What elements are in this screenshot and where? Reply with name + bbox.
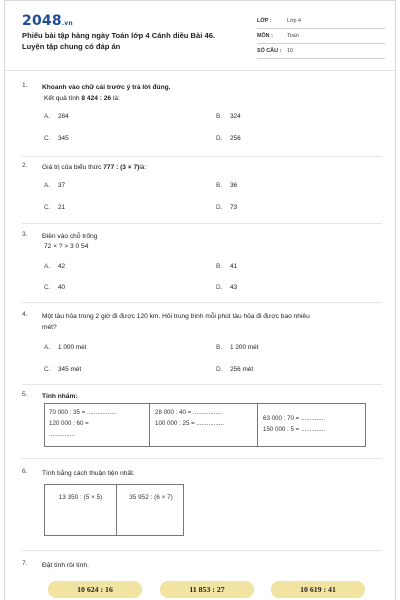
mental-math-cell[interactable]	[45, 404, 150, 446]
question-sub	[44, 94, 120, 104]
option-text: 1 200 mét	[230, 344, 259, 351]
question-number: 5.	[22, 391, 28, 398]
worksheet-header	[5, 1, 395, 71]
question-stem: Khoanh vào chữ cái trước ý trả lời đúng.	[42, 84, 171, 91]
cell-line: 70 000 : 35 = .................	[49, 409, 117, 416]
option-d[interactable]	[216, 135, 241, 142]
cell-line: 28 000 : 40 = .................	[155, 409, 223, 416]
question-3	[22, 231, 382, 301]
option-d[interactable]	[216, 284, 237, 291]
option-b[interactable]	[216, 182, 237, 189]
option-text: 41	[230, 263, 238, 270]
question-stem: Đặt tính rồi tính.	[42, 562, 89, 569]
cell-line: 150 000 : 5 = ..............	[263, 426, 326, 433]
option-c[interactable]	[44, 204, 65, 211]
option-text: 1 000 mét	[58, 344, 87, 351]
option-d[interactable]	[216, 204, 237, 211]
convenient-calc-table	[44, 484, 184, 536]
option-text: 40	[58, 284, 66, 291]
division-chip[interactable]: 10 619 : 41	[271, 581, 365, 598]
option-text: 256 mét	[230, 366, 254, 373]
option-letter: A.	[44, 263, 51, 270]
question-4	[22, 311, 382, 383]
option-text: 345 mét	[58, 366, 82, 373]
stem-suffix: là:	[139, 164, 147, 171]
logo-tld: .vn	[61, 20, 73, 27]
option-b[interactable]	[216, 344, 258, 351]
option-c[interactable]	[44, 135, 69, 142]
option-text: 37	[58, 182, 66, 189]
sheet-title-line-2: Luyện tập chung có đáp án	[22, 41, 121, 51]
meta-key: MÔN :	[257, 33, 273, 39]
option-b[interactable]	[216, 263, 237, 270]
worksheet-page	[4, 0, 396, 600]
divider	[22, 550, 382, 551]
option-letter: D.	[216, 284, 223, 291]
option-c[interactable]	[44, 366, 81, 373]
question-number: 6.	[22, 468, 28, 475]
mental-math-cell[interactable]	[151, 404, 258, 446]
option-a[interactable]	[44, 344, 86, 351]
meta-row-subject	[257, 29, 385, 44]
question-1	[22, 82, 382, 157]
sheet-title	[22, 31, 227, 52]
meta-key: SỐ CÂU :	[257, 48, 282, 54]
option-letter: D.	[216, 204, 223, 211]
cell-line: ...............	[49, 431, 75, 438]
sheet-title-line-1: Phiếu bài tập hàng ngày Toán lớp 4 Cánh diều Bài 46.	[22, 31, 216, 40]
question-number: 3.	[22, 231, 28, 238]
option-text: 73	[230, 204, 238, 211]
option-text: 345	[58, 135, 69, 142]
question-number: 4.	[22, 311, 28, 318]
stem-prefix: Giá trị của biểu thức	[42, 164, 104, 171]
option-letter: B.	[216, 263, 223, 270]
question-5	[22, 391, 382, 403]
option-letter: A.	[44, 182, 51, 189]
logo-main: 2048	[22, 13, 62, 29]
question-number: 1.	[22, 82, 28, 89]
option-text: 43	[230, 284, 238, 291]
option-letter: C.	[44, 284, 51, 291]
cell-line: 120 000 : 60 =	[49, 420, 89, 427]
option-text: 284	[58, 113, 69, 120]
question-2	[22, 162, 382, 222]
option-letter: A.	[44, 113, 51, 120]
option-letter: B.	[216, 344, 223, 351]
option-text: 21	[58, 204, 66, 211]
sub-prefix: Kết quả tính	[44, 95, 82, 102]
mental-math-cell[interactable]	[259, 404, 365, 446]
stem-line-1: Một tàu hỏa trong 2 giờ đi được 120 km. Hỏi trung bình mỗi phút tàu hỏa đi được bao nhiêu	[42, 313, 310, 320]
option-letter: C.	[44, 366, 51, 373]
option-letter: C.	[44, 135, 51, 142]
question-stem: Tính nhẩm:	[42, 393, 78, 400]
divider	[22, 458, 382, 459]
convenient-calc-cell[interactable]: 35 952 : (6 × 7)	[129, 494, 173, 501]
divider	[22, 223, 382, 224]
division-chip[interactable]: 10 624 : 16	[48, 581, 142, 598]
question-sub: 72 × ? > 3 0 54	[44, 243, 89, 250]
option-letter: A.	[44, 344, 51, 351]
question-stem: Tính bằng cách thuận tiện nhất.	[42, 470, 135, 477]
sub-suffix: là:	[111, 95, 120, 102]
divider	[22, 156, 382, 157]
question-number: 2.	[22, 162, 28, 169]
meta-row-grade	[257, 14, 385, 29]
site-logo[interactable]	[22, 13, 73, 29]
meta-key: LỚP :	[257, 18, 272, 24]
mental-math-table	[44, 403, 366, 447]
meta-row-count	[257, 44, 385, 59]
question-6	[22, 468, 382, 480]
stem-bold: 777 : (3 × 7)	[103, 164, 140, 171]
option-letter: B.	[216, 182, 223, 189]
option-a[interactable]	[44, 182, 65, 189]
question-stem	[42, 311, 377, 333]
question-number: 7.	[22, 560, 28, 567]
option-text: 36	[230, 182, 238, 189]
option-a[interactable]	[44, 263, 65, 270]
cell-line: 100 000 : 25 = ................	[155, 420, 224, 427]
question-stem: Điền vào chỗ trống	[42, 233, 98, 240]
meta-value: Lớp 4	[287, 18, 302, 24]
option-d[interactable]	[216, 366, 253, 373]
option-text: 256	[230, 135, 241, 142]
option-letter: D.	[216, 135, 223, 142]
option-a[interactable]	[44, 113, 69, 120]
option-letter: D.	[216, 366, 223, 373]
option-c[interactable]	[44, 284, 65, 291]
option-text: 42	[58, 263, 66, 270]
question-stem	[42, 162, 377, 173]
option-letter: B.	[216, 113, 223, 120]
divider	[22, 302, 382, 303]
option-letter: C.	[44, 204, 51, 211]
sheet-meta	[257, 14, 385, 59]
divider	[22, 384, 382, 385]
convenient-calc-cell[interactable]: 13 350 : (5 × 5)	[45, 485, 117, 535]
question-7	[22, 560, 382, 572]
division-chip[interactable]: 11 853 : 27	[160, 581, 254, 598]
option-text: 324	[230, 113, 241, 120]
meta-value: Toán	[287, 33, 299, 39]
sub-bold: 8 424 : 26	[81, 95, 112, 102]
cell-line: 63 000 : 70 = ..............	[263, 415, 326, 422]
meta-value: 10	[287, 48, 293, 54]
option-b[interactable]	[216, 113, 241, 120]
stem-line-2: mét?	[42, 324, 57, 331]
